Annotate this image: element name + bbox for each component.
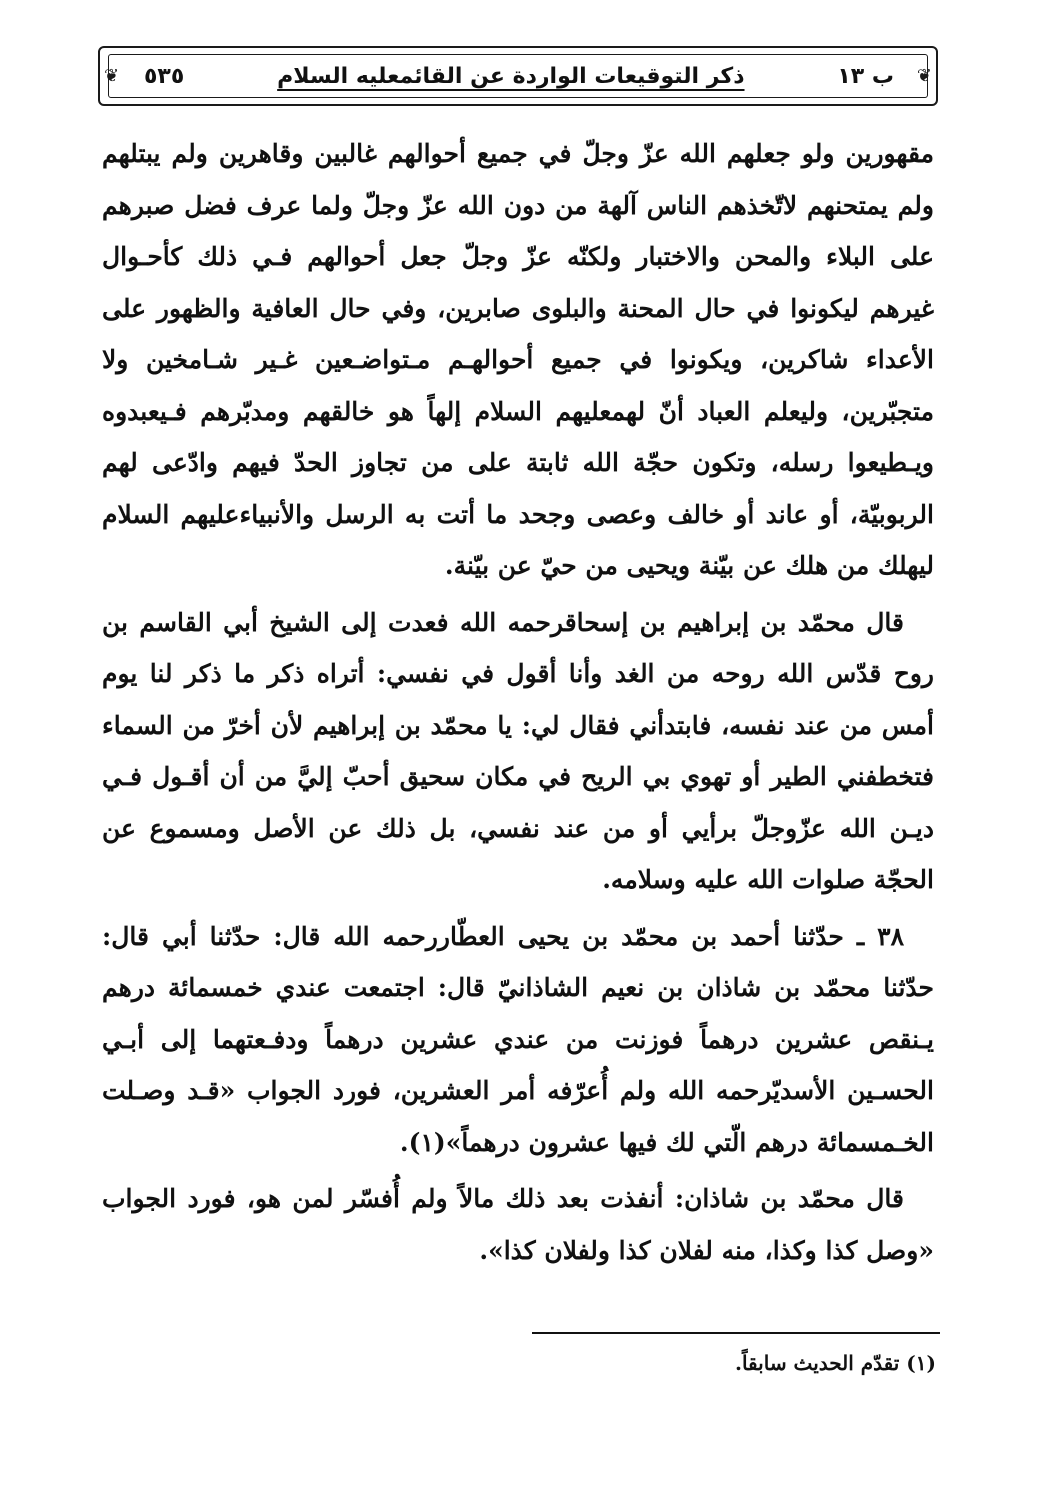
paragraph: مقهورين ولو جعلهم الله عزّ وجلّ في جميع أحوالهم غالبين وقاهرين ولم يبتلهم ولم يمتحنهم لاتّخذهم الناس آلهة من دون الله عزّ وجلّ ولما عرف فضل صبرهم على البلاء والمحن والاختبار ولكنّه عزّ وجلّ جعل أحوالهم فـي ذلك كأحـوال غيرهم ليكونوا في حال المحنة والبلوى صابرين، وفي حال العافية والظهور على الأعداء شاكرين، ويكونوا في جميع أحوالهـم مـتواضـعين غـير شـامخين ولا متجبّرين، وليعلم العباد أنّ لهمعليهم السلام إلهاً هو خالقهم ومدبّرهم فـيعبدوه ويـطيعوا رسله، وتكون حجّة الله ثابتة على من تجاوز الحدّ فيهم وادّعى لهم الربوبيّة، أو عاند أو خالف وعصى وجحد ما أتت به الرسل والأنبياءعليهم السلام ليهلك من هلك عن بيّنة ويحيى من حيّ عن بيّنة. xyxy=(102,139,934,580)
running-title: ذكر التوقيعات الواردة عن القائمعليه السلام xyxy=(277,63,745,89)
footnote: (١) تقدّم الحديث سابقاً. xyxy=(735,1351,936,1375)
ornament-icon: ❦ xyxy=(916,65,932,87)
body-text xyxy=(102,128,934,1276)
paragraph: قال محمّد بن إبراهيم بن إسحاقرحمه الله فعدت إلى الشيخ أبي القاسم بن روح قدّس الله روحه من الغد وأنا أقول في نفسي: أتراه ذكر ما ذكر لنا يوم أمس من عند نفسه، فابتدأني فقال لي: يا محمّد بن إبراهيم لأن أخرّ من السماء فتخطفني الطير أو تهوي بي الريح في مكان سحيق أحبّ إليَّ من أن أقـول فـي ديـن الله عزّوجلّ برأيي أو من عند نفسي، بل ذلك عن الأصل ومسموع عن الحجّة صلوات الله عليه وسلامه. xyxy=(102,607,934,894)
page-header xyxy=(98,46,938,106)
chapter-label: ب ١٣ xyxy=(837,63,894,89)
header-band xyxy=(120,61,916,91)
ornament-icon: ❦ xyxy=(104,65,120,87)
footnote-separator xyxy=(532,1332,940,1334)
page-number: ٥٣٥ xyxy=(144,63,185,89)
paragraph: قال محمّد بن شاذان: أنفذت بعد ذلك مالاً ولم أُفسّر لمن هو، فورد الجواب «وصل كذا وكذا، منه لفلان كذا ولفلان كذا». xyxy=(102,1184,934,1265)
paragraph: ٣٨ ـ حدّثنا أحمد بن محمّد بن يحيى العطّاررحمه الله قال: حدّثنا أبي قال: حدّثنا محمّد بن شاذان بن نعيم الشاذانيّ قال: اجتمعت عندي خمسمائة درهم يـنقص عشرين درهماً فوزنت من عندي عشرين درهماً ودفـعتهما إلى أبـي الحسـين الأسديّرحمه الله ولم أُعرّفه أمر العشرين، فورد الجواب «قـد وصـلت الخـمسمائة درهم الّتي لك فيها عشرون درهماً»(١). xyxy=(102,921,934,1157)
